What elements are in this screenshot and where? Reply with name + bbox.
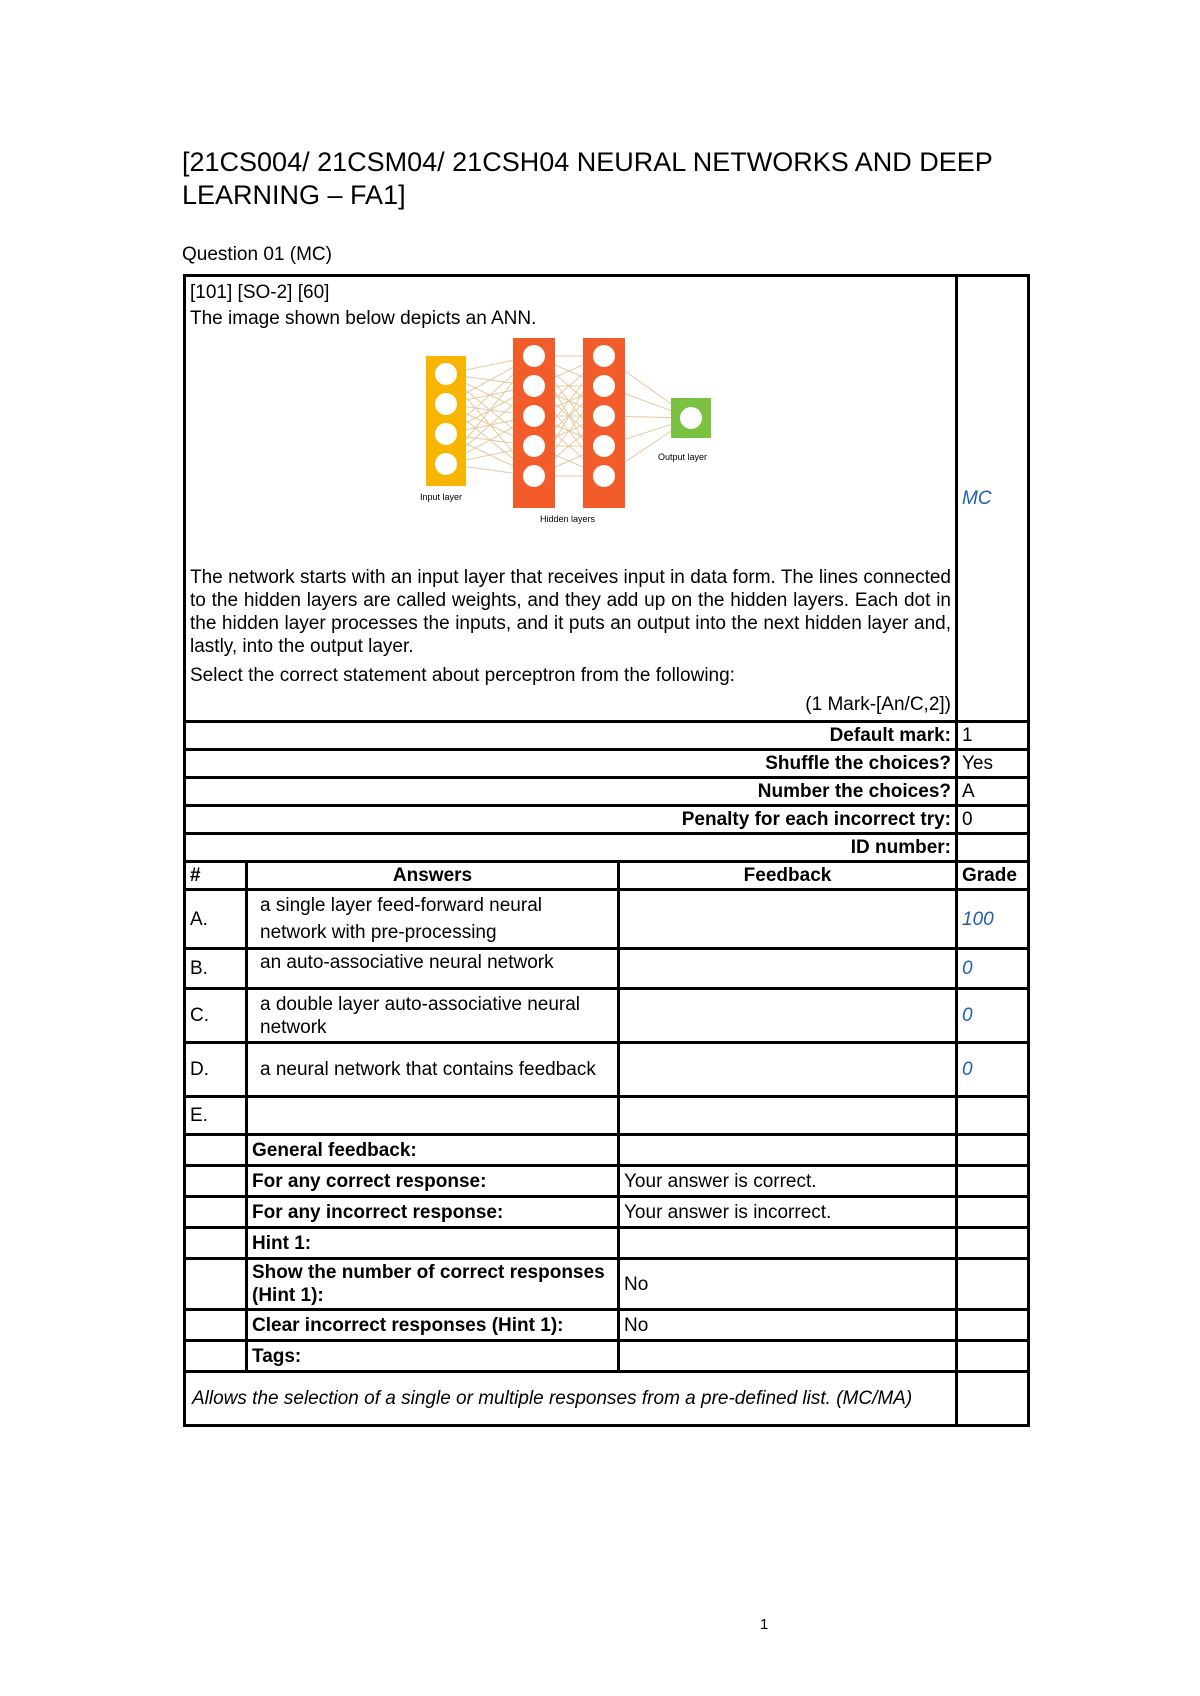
- footer-note: Allows the selection of a single or multiple responses from a pre-defined list. (MC/MA): [185, 1372, 957, 1426]
- answer-letter: E.: [185, 1097, 247, 1135]
- setting-label: ID number:: [185, 834, 957, 862]
- feedback-value: Your answer is incorrect.: [619, 1197, 957, 1228]
- answer-feedback: [619, 1043, 957, 1097]
- hidden-2-node: [593, 375, 615, 397]
- answer-text: an auto-associative neural network: [247, 949, 619, 989]
- feedback-spacer: [185, 1259, 247, 1310]
- hidden-1-node: [523, 435, 545, 457]
- answer-feedback: [619, 949, 957, 989]
- setting-row: [185, 778, 1029, 806]
- page-number: 1: [760, 1616, 769, 1633]
- ann-edges: [446, 356, 691, 476]
- answers-header-grade: Grade: [957, 862, 1029, 890]
- input-layer-label: Input layer: [420, 492, 463, 502]
- feedback-spacer: [185, 1310, 247, 1341]
- answers-header-num: #: [185, 862, 247, 890]
- answer-text: a double layer auto-associative neural network: [247, 989, 619, 1043]
- feedback-grade-spacer: [957, 1228, 1029, 1259]
- ann-diagram-svg: [420, 334, 740, 552]
- feedback-row: [185, 1135, 1029, 1166]
- setting-value: 1: [957, 722, 1029, 750]
- answer-feedback: [619, 890, 957, 949]
- feedback-spacer: [185, 1135, 247, 1166]
- hidden-2-node: [593, 435, 615, 457]
- feedback-row: [185, 1166, 1029, 1197]
- answer-grade: 0: [957, 1043, 1029, 1097]
- answer-text: a neural network that contains feedback: [247, 1043, 619, 1097]
- hidden-2-node: [593, 465, 615, 487]
- answer-text: a single layer feed-forward neural network with pre-processing: [247, 890, 619, 949]
- hidden-1-node: [523, 375, 545, 397]
- answer-feedback: [619, 989, 957, 1043]
- feedback-spacer: [185, 1228, 247, 1259]
- feedback-spacer: [185, 1197, 247, 1228]
- setting-row: [185, 834, 1029, 862]
- feedback-label: Hint 1:: [247, 1228, 619, 1259]
- answer-text: [247, 1097, 619, 1135]
- feedback-row: [185, 1259, 1029, 1310]
- output-node: [680, 407, 702, 429]
- hidden-1-node: [523, 465, 545, 487]
- page-title: [21CS004/ 21CSM04/ 21CSH04 NEURAL NETWORKS AND DEEP LEARNING – FA1]: [182, 147, 993, 210]
- question-mark: (1 Mark-[An/C,2]): [805, 694, 951, 715]
- setting-value: [957, 834, 1029, 862]
- answer-grade: [957, 1097, 1029, 1135]
- feedback-value: [619, 1341, 957, 1372]
- question-intro: The image shown below depicts an ANN.: [190, 308, 537, 329]
- question-label: Question 01 (MC): [182, 244, 332, 265]
- input-node: [435, 363, 457, 385]
- answer-row: [185, 949, 1029, 989]
- answer-letter: D.: [185, 1043, 247, 1097]
- question-stem-cell: [185, 276, 957, 722]
- setting-row: [185, 750, 1029, 778]
- setting-value: A: [957, 778, 1029, 806]
- answer-letter: B.: [185, 949, 247, 989]
- answer-letter: A.: [185, 890, 247, 949]
- answer-row: [185, 989, 1029, 1043]
- question-prompt: Select the correct statement about perceptron from the following:: [190, 665, 735, 686]
- feedback-label: Show the number of correct responses (Hint 1):: [247, 1259, 619, 1310]
- feedback-row: [185, 1341, 1029, 1372]
- answer-feedback: [619, 1097, 957, 1135]
- answer-row: [185, 890, 1029, 949]
- setting-value: Yes: [957, 750, 1029, 778]
- feedback-row: [185, 1197, 1029, 1228]
- feedback-value: Your answer is correct.: [619, 1166, 957, 1197]
- ann-diagram: [190, 334, 951, 552]
- question-type-badge: MC: [957, 276, 1029, 722]
- answer-row: [185, 1097, 1029, 1135]
- setting-label: Penalty for each incorrect try:: [185, 806, 957, 834]
- feedback-row: [185, 1228, 1029, 1259]
- setting-row: [185, 722, 1029, 750]
- feedback-label: General feedback:: [247, 1135, 619, 1166]
- output-layer-label: Output layer: [658, 452, 708, 462]
- answer-grade: 0: [957, 989, 1029, 1043]
- question-tags: [101] [SO-2] [60]: [190, 282, 330, 303]
- setting-label: Number the choices?: [185, 778, 957, 806]
- feedback-label: Tags:: [247, 1341, 619, 1372]
- hidden-1-node: [523, 405, 545, 427]
- footer-note-spacer: [957, 1372, 1029, 1426]
- setting-value: 0: [957, 806, 1029, 834]
- question-description: The network starts with an input layer that receives input in data form. The lines connected to the hidden layers are called weights, and they add up on the hidden layers. Each dot in the hidden layer processes the inputs, and it puts an output into the next hidden layer and, lastly, into the output layer.: [190, 567, 951, 657]
- answer-grade: 0: [957, 949, 1029, 989]
- feedback-spacer: [185, 1341, 247, 1372]
- answers-header-row: [185, 862, 1029, 890]
- feedback-label: For any correct response:: [247, 1166, 619, 1197]
- setting-label: Shuffle the choices?: [185, 750, 957, 778]
- input-node: [435, 393, 457, 415]
- answer-letter: C.: [185, 989, 247, 1043]
- question-stem-row: [185, 276, 1029, 722]
- hidden-2-node: [593, 405, 615, 427]
- feedback-grade-spacer: [957, 1259, 1029, 1310]
- question-table: [183, 274, 1030, 1427]
- feedback-value: [619, 1228, 957, 1259]
- input-node: [435, 423, 457, 445]
- setting-label: Default mark:: [185, 722, 957, 750]
- answer-grade: 100: [957, 890, 1029, 949]
- answer-row: [185, 1043, 1029, 1097]
- setting-row: [185, 806, 1029, 834]
- feedback-grade-spacer: [957, 1310, 1029, 1341]
- feedback-value: No: [619, 1259, 957, 1310]
- feedback-spacer: [185, 1166, 247, 1197]
- hidden-layers-label: Hidden layers: [540, 514, 596, 524]
- hidden-2-node: [593, 345, 615, 367]
- hidden-1-node: [523, 345, 545, 367]
- feedback-label: For any incorrect response:: [247, 1197, 619, 1228]
- feedback-grade-spacer: [957, 1341, 1029, 1372]
- input-node: [435, 453, 457, 475]
- feedback-row: [185, 1310, 1029, 1341]
- feedback-grade-spacer: [957, 1135, 1029, 1166]
- feedback-grade-spacer: [957, 1166, 1029, 1197]
- feedback-label: Clear incorrect responses (Hint 1):: [247, 1310, 619, 1341]
- answers-header-feedback: Feedback: [619, 862, 957, 890]
- feedback-value: No: [619, 1310, 957, 1341]
- footer-note-row: [185, 1372, 1029, 1426]
- feedback-value: [619, 1135, 957, 1166]
- answers-header-answers: Answers: [247, 862, 619, 890]
- feedback-grade-spacer: [957, 1197, 1029, 1228]
